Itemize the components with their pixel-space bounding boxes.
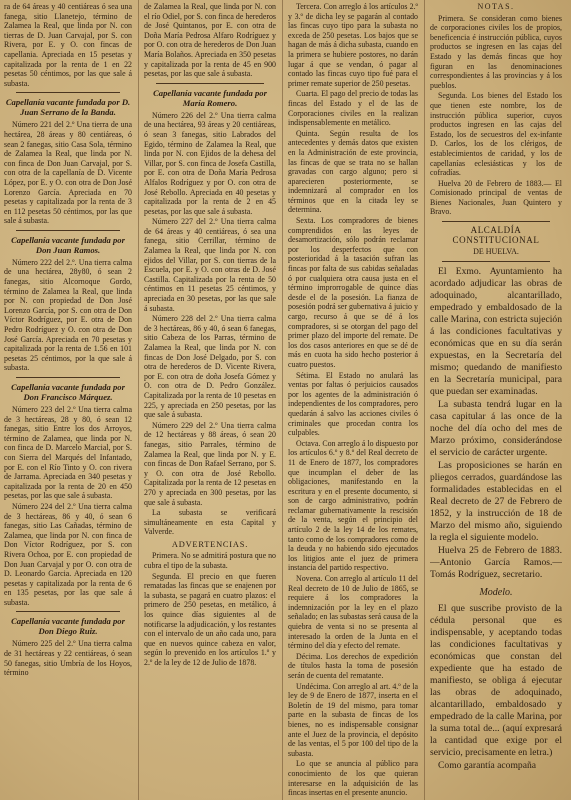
section-rule xyxy=(156,83,264,84)
notas-heading: NOTAS. xyxy=(477,2,515,11)
paragraph: Número 223 del 2.º Una tierra calma de 3 hectáreas, 28 y 80, ó sean 12 fanegas, sitio Entre los dos Arroyos, término de Zalamea, que linda por N. con finca de D. Marcelo Marcial, por S. con Sierra del Marqués del Infantado, por E. con el Río Tinto y O. con rivera de Jarrama. Apreciada en 340 pesetas y capitalizada por la renta de 20 en 450 pesetas, por las que sale á subasta. xyxy=(4,405,132,501)
section-rule xyxy=(16,377,120,378)
section-rule xyxy=(442,261,550,262)
paragraph: Tercera. Con arreglo á los artículos 2.º y 3.º de dicha ley se pagarán al contado las fincas cuyo tipo para la subasta no exceda de 250 pesetas. Los bajos que se hagan de más á dicha subasta, cuando en la primera se hubiere postores, no darán lugar á que se vendan, ó pagar al contado las fincas cuyo tipo fué para el primer remate superior de 250 pesetas. xyxy=(288,2,418,88)
column-divider xyxy=(138,0,139,800)
paragraph: ra de 64 áreas y 40 centiáreas ó sea una fanega, sitio Llanetejo, término de Zalamea la Real, que linda por N. con tierras de D. Juan Carvajal, por S. con Rivera, por E. y O. con fincas de capellania. Apreciada en 15 pesetas y capitalizada por la renta de 1 en 22 pesetas 50 céntimos, por las que sale á subasta. xyxy=(4,2,132,88)
paragraph: Número 227 del 2.º Una tierra calma de 64 áreas y 40 centiáreas, ó sea una fanega, sitio Cerrillar, término de Zalamea la Real, que linda por N. con ejidos del Villar, por S. con tierras de la Escuela, por E. y O. con otras de D. José Castilla. Capitalizada por la renta de 50 céntimos en 11 pesetas 25 céntimos, y apreciada en 30 pesetas, por las que sale á subasta. xyxy=(144,217,276,313)
paragraph: Número 221 del 2.º Una tierra de una hectárea, 28 áreas y 80 centiáreas, ó sean 2 fanegas, sitio Casa Sola, término de Zalamea la Real, que linda por N. con finca de Don Juan Carvajal, por S. con otra de la capellanía de D. Vicente López, por E. y O. con otra de Don José Lorenzo García. Apreciada en 70 pesetas y capitalizada por la renta de 3 en 112 pesetas 50 céntimos, por las que sale á subasta. xyxy=(4,120,132,226)
column-4 xyxy=(430,2,562,798)
paragraph: Sexta. Los compradores de bienes comprendidos en las leyes de desamortización, sólo podrán reclamar por los desperfectos que con posterioridad á la tasación sufran las fincas por falta de sus cabidas señaladas ó por cualquiera otra causa justa en el término improrrogable de quince días desde el de la posesión. La fianza de posesión podrá ser gubernativa á juicio y cargo, recurso á que se dé á los compradores, si se otorgan del pago del primer plazo del importe del remate. De los dos casos anteriores en que se dé de más en cuota ha sido hecho posterior á cuatro puestos. xyxy=(288,216,418,369)
paragraph: Lo que se anuncia al público para conocimiento de los que quieran interesarse en la adquisición de las fincas insertas en el presente anuncio. xyxy=(288,759,418,798)
column-divider xyxy=(424,0,425,800)
section-rule xyxy=(16,92,120,93)
paragraph: El Exmo. Ayuntamiento ha acordado adjudicar las obras de adoquinado, alcantarillado, empedrado y embaldosado de la calle Marina, con estricta sujeción á las condiciones facultativas y económicas que en su día serán expuestas, en la Secretaría del mismo; quedando de manifiesto en la Secretaría municipal, para que puedan ser examinadas. xyxy=(430,265,562,397)
alcaldia-heading: ALCALDÍA CONSTITUCIONAL xyxy=(452,225,540,245)
paragraph: Octava. Con arreglo á lo dispuesto por los artículos 6.º y 8.º del Real decreto de 11 de Enero de 1877, los compradores que incumplan el deber de las obligaciones, manifestando en la escritura y en el presente documento, si son de cargo administrativo, podrán reclamar gubernativamente la rescisión de la venta, según el principio del artículo 2 de la ley 14 de los remates, tanto como de los compradores como de la deuda y no habiendo sido ejecutados los litigios ante el juez de primera instancia del partido respectivo. xyxy=(288,438,418,573)
paragraph: de Zalamea la Real, que linda por N. con el río Odiel, por S. con finca de herederos de José Quintanos, por E. con otra de Doña María Pedrosa Alfaro Rodríguez y por O. con otra de herederos de Don Juan María Bolaños. Apreciada en 350 pesetas y capitalizada por la renta de 45 en 900 pesetas, por las que sale á subasta. xyxy=(144,2,276,79)
section-rule xyxy=(442,221,550,222)
paragraph: Número 225 del 2.º Una tierra calma de 31 hectáreas y 22 centiáreas, ó sean 50 fanegas, sitio Umbría de los Hoyos, término xyxy=(4,639,132,678)
paragraph: El que suscribe provisto de la cédula personal que es indispensable, y aceptando todas las condiciones facultativas y económicas que constan del expediente que ha estado de manifiesto, se obliga á ejecutar las obras de adoquinado, alcantarillado, embaldosado y empedrado de la calle Marina, por la suma total de... (aquí expresará la cantidad que exige por el servicio, precisamente en letra.) xyxy=(430,602,562,758)
paragraph: Segunda. Los bienes del Estado los que tienen este nombre, los de instrucción pública superior, cuyos productos ingresen en las cajas del Estado, los de secuestros del ex-infante D. Carlos, los de los clérigos, de establecimientos de caridad, y los de capellanías eclesiásticas y los de cofradías. xyxy=(430,91,562,178)
section-heading: Capellanía vacante fundada por Don Francisco Márquez. xyxy=(11,382,125,402)
paragraph: La subasta se verificará simultáneamente en esta Capital y Valverde. xyxy=(144,508,276,537)
paragraph: Las proposiciones se harán en pliegos cerrados, guardándose las formalidades establecidas en el Real decreto de 27 de Febrero de 1852, y la instrucción de 18 de Marzo del mismo año, siguiendo la regla el siguiente modelo. xyxy=(430,459,562,543)
column-2 xyxy=(144,2,276,798)
section-heading: Capellanía vacante fundada por Don Juan Ramos. xyxy=(11,234,125,255)
section-heading: Capellanía vacante fundada por María Romero. xyxy=(153,87,267,108)
paragraph: Como garantía acompaña xyxy=(438,759,537,771)
paragraph: Primera. Se consideran como bienes de corporaciones civiles los de propios, beneficencia é instrucción pública, cuyos productos se ingresen en las cajas del Estado y las demás fincas que hoy figuran en las denominaciones correspondientes á las provincias y á los pueblos. xyxy=(430,13,562,90)
column-divider xyxy=(282,0,283,800)
paragraph: Primera. No se admitirá postura que no cubra el tipo de la subasta. xyxy=(144,551,276,571)
paragraph: Cuarta. El pago del precio de todas las fincas del Estado y el de las de Corporaciones civiles en la realizan indispensablemente en metálico. xyxy=(288,89,418,128)
section-heading: Capellanía vacante fundada por Don Diego Ruiz. xyxy=(11,616,125,637)
paragraph: La subasta tendrá lugar en la casa capitular á las once de la noche del día ocho del mes de Marzo próximo, considerándose el servicio de carácter urgente. xyxy=(430,398,562,458)
paragraph: Número 224 del 2.º Una tierra calma de 3 hectáreas, 86 y 40, ó sean 6 fanegas, sitio Las Cañadas, término de Zalamea, que linda por N. con finca de Don Víctor Rodríguez, por S. con Rivera Ochoa, por E. con propiedad de Don Juan Carvajal y por O. con otra de D. Leonardo Garcia. Apreciada en 120 pesetas y capitalizada por la renta de 6 en 135 pesetas, por las que sale á subasta. xyxy=(4,501,132,607)
paragraph: Quinta. Según resulta de los antecedentes y demás datos que existen en la Administración de este provincia, las fincas de que se trata no se hallan gravadas con cargo alguno; pero si aparecieren posteriormente, se indemnizará al comprador en los términos que en la citada ley se determina. xyxy=(288,128,418,215)
column-1 xyxy=(4,2,132,798)
dateline: Huelva 20 de Febrero de 1883.— El Comisionado principal de ventas de Bienes Nacionales, Juan Quintero y Bravo. xyxy=(430,178,562,217)
paragraph: Novena. Con arreglo al artículo 11 del Real decreto de 10 de Julio de 1865, se requiere á los compradores la indemnización por la ley en el plazo señalado; en las subastas será causa de la quiebra de venta si no se presenta al interesado la orden de la Junta en el término del día y efecto del remate. xyxy=(288,574,418,651)
column-3 xyxy=(288,2,418,798)
advertencias-heading: ADVERTENCIAS. xyxy=(171,539,249,549)
model-heading: Modelo. xyxy=(479,586,513,598)
paragraph: Segunda. El precio en que fueren rematadas las fincas que se enajenen por la subasta, se pagará en cuatro plazos: el primero de 250 pesetas, en metálico, á los quince días siguientes al de notificarse la adjudicación, y los restantes con el intervalo de un año cada uno, para que en nuevos quince cabeza en valor, según lo prevenido en los artículos 1.º y 2.º de la ley de 12 de Julio de 1878. xyxy=(144,571,276,667)
paragraph: Número 228 del 2.º Una tierra calma de 3 hectáreas, 86 y 40, ó sean 6 fanegas, sitio Cabeza de los Parras, término de Zalamea la Real, que linda por N. con fincas de Don José Delgado, por S. con otra de herederos de D. Vicente Rivera, por E. con otra de doña Josefa Gómez y O. con otra de D. Pedro González. Capitalizada por la renta de 10 pesetas en 225, y apreciada en 250 pesetas, por las que sale á subasta. xyxy=(144,314,276,420)
paragraph: Número 226 del 2.º Una tierra calma de una hectárea, 93 áreas y 20 centiáreas, ó sean 3 fanegas, sitio Labrados del Egido, término de Zalamea la Real, que linda por N. con Ejidos de la dehesa del Villar, por S. con finca de Josefa Castilla, por E. con otra de Doña María Pedrosa Alfalos Rodríguez y por O. con otra de José Rebollo. Apreciada en 40 pesetas y capitalizada por la renta de 2 en 45 pesetas, por las que sale á subasta. xyxy=(144,110,276,216)
section-heading: Capellanía vacante fundada por D. Juan Serrano de la Banda. xyxy=(5,97,131,118)
section-rule xyxy=(16,611,120,612)
notice-body xyxy=(430,266,562,772)
paragraph: Décima. Los derechos de expedición de títulos hasta la toma de posesión serán de cuenta del rematante. xyxy=(288,651,418,680)
paragraph: Sétima. El Estado no anulará las ventas por faltas ó perjuicios causados por los agentes de la administración ó independientes de los compradores, pero quedarán á salvo las acciones civiles ó criminales que procedan contra los culpables. xyxy=(288,370,418,438)
dateline: Huelva 25 de Febrero de 1883.—Antonio García Ramos.—Tomás Rodríguez, secretario. xyxy=(430,544,562,580)
paragraph: Undécima. Con arreglo al art. 4.º de la ley de 9 de Enero de 1877, inserta en el Boletín de 19 del mismo, para tomar parte en la subasta de fincas de los bienes, no es indispensable consignar ante el Juez de la provincia, el depósito de las ventas, el 5 por 100 del tipo de la subasta. xyxy=(288,681,418,758)
alcaldia-subheading: DE HUELVA. xyxy=(473,247,519,257)
section-rule xyxy=(16,230,120,231)
paragraph: Número 222 del 2.º. Una tierra calma de una hectárea, 28y80, ó sean 2 fanegas, sitio Alcornoque Gordo, término de Zalamea la Real, que linda por N. con propiedad de Don José Lorenzo García, por S. con otra de Don Víctor Rodríguez, por E. otra de Don Pedro Rodríguez y O. con otra de Don José García. Apreciada en 70 pesetas y capitalizada por la renta de 1.56 en 101 pesetas 25 céntimos, por la que sale á subasta. xyxy=(4,257,132,373)
paragraph: Número 229 del 2.º Una tierra calma de 12 hectáreas y 88 áreas, ó sean 20 fanegas, sitio Parrales, término de Zalamea la Real, que linda por N. y E. con fincas de Don Rafael Serrano, por S. y O. con otra de José Rebollo. Capitalizada por la renta de 12 pesetas en 270 y apreciada en 300 pesetas, por las que sale á subasta. xyxy=(144,420,276,507)
